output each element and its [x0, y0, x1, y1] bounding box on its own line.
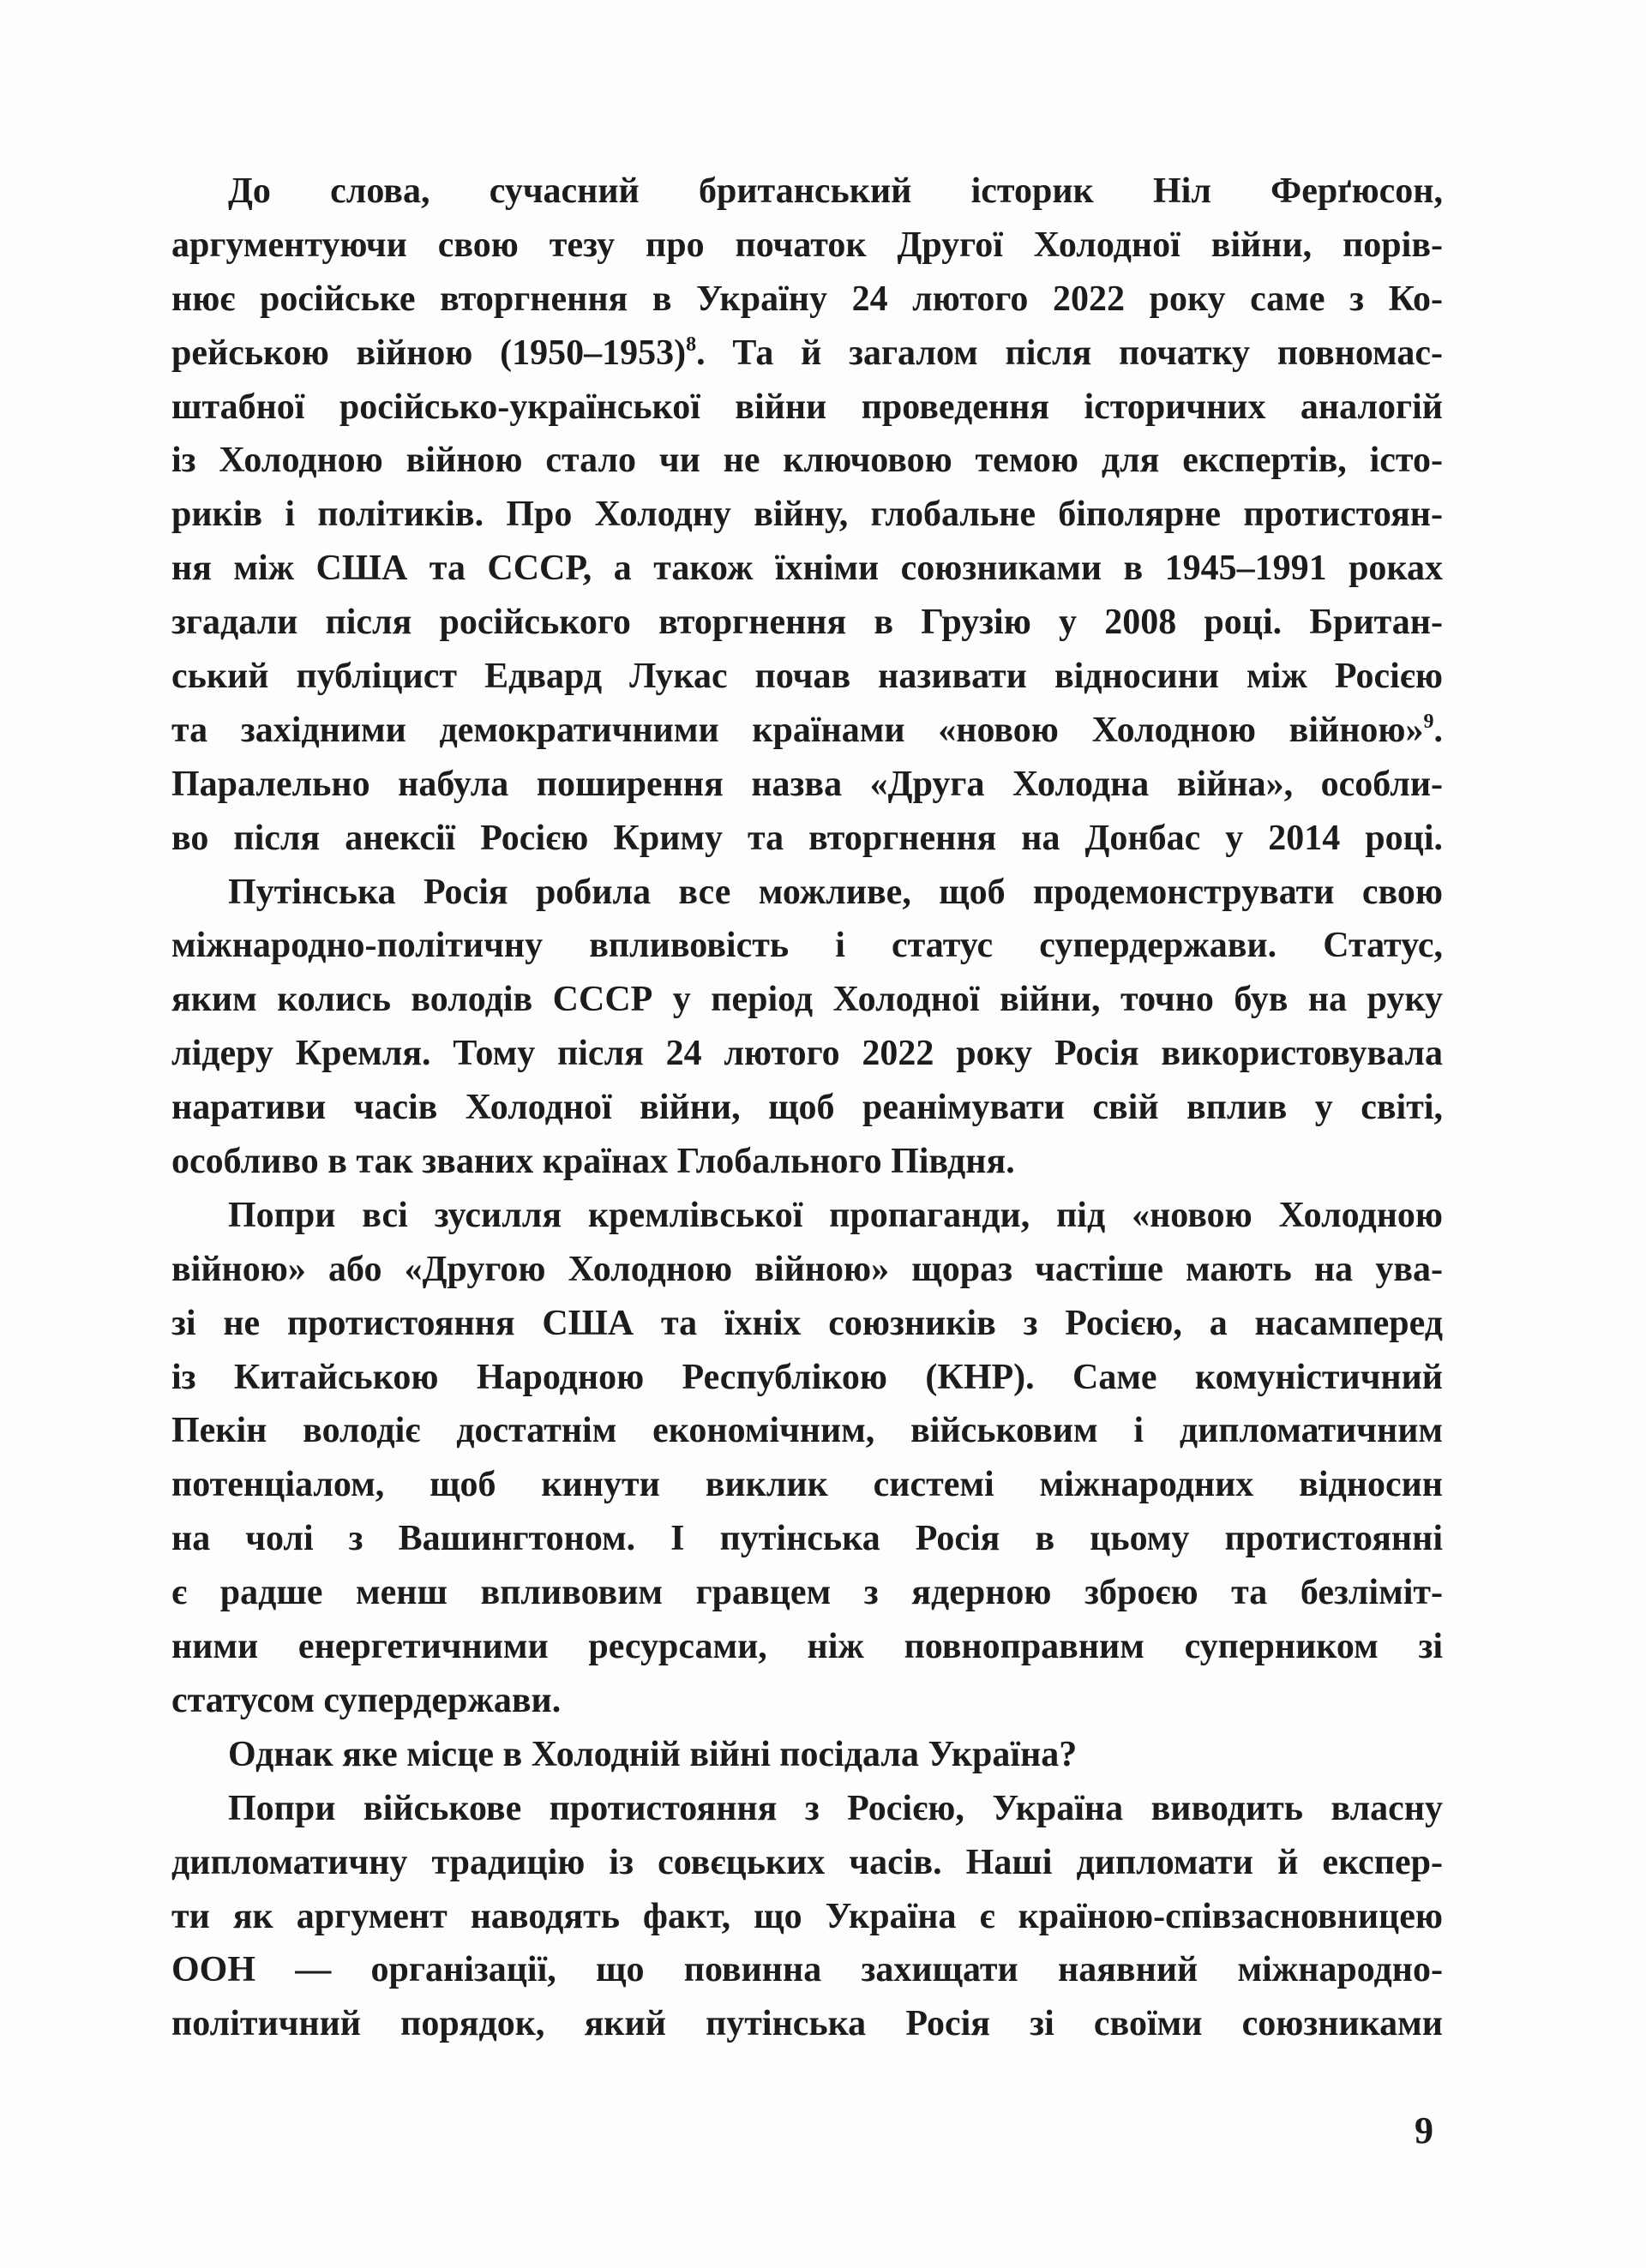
footnote-reference: 9	[1423, 710, 1434, 733]
text-line	[171, 273, 1443, 327]
text-line	[171, 327, 1443, 381]
text-line-content: та західними демократичними країнами «новою Холодною війною»	[171, 710, 1424, 750]
text-line	[171, 596, 1443, 650]
text-line-content: потенціалом, щоб кинути виклик системі міжнародних відносин	[171, 1465, 1443, 1505]
text-line	[171, 1836, 1443, 1890]
text-line	[171, 542, 1443, 596]
text-line-content: рейською війною (1950–1953)	[171, 333, 687, 373]
text-line	[171, 381, 1443, 435]
text-line	[171, 1890, 1443, 1944]
text-line-content: війною» або «Другою Холодною війною» щораз частіше мають на ува-	[171, 1249, 1443, 1289]
text-line	[171, 1620, 1443, 1674]
text-line-content: Попри всі зусилля кремлівської пропаганди, під «новою Холодною	[228, 1195, 1443, 1235]
text-line	[171, 973, 1443, 1027]
text-line	[171, 1782, 1443, 1836]
text-line-content: дипломатичну традицію із совєцьких часів. Наші дипломати й експер-	[171, 1842, 1443, 1882]
text-line-content: із Холодною війною стало чи не ключовою темою для експертів, істо-	[171, 441, 1443, 481]
text-line-content: риків і політиків. Про Холодну війну, глобальне біполярне протистоян-	[171, 495, 1443, 535]
text-line-content: во після анексії Росією Криму та вторгнення на Донбас у 2014 році.	[171, 818, 1443, 858]
text-line	[171, 1728, 1443, 1782]
text-line	[171, 1027, 1443, 1081]
text-line-content: із Китайською Народною Республікою (КНР). Саме комуністичний	[171, 1357, 1443, 1397]
footnote-reference: 8	[686, 333, 697, 356]
text-line-content: ня між США та СССР, а також їхніми союзниками в 1945–1991 роках	[171, 549, 1443, 589]
text-line-content: зі не протистояння США та їхніх союзників з Росією, а насамперед	[171, 1303, 1443, 1343]
text-line-content: ООН — організації, що повинна захищати наявний міжнародно-	[171, 1950, 1443, 1990]
text-line	[171, 488, 1443, 542]
text-line	[171, 1512, 1443, 1566]
text-line	[171, 1189, 1443, 1243]
text-line-content: міжнародно-політичну впливовість і статус супердержави. Статус,	[171, 926, 1443, 966]
text-line	[171, 165, 1443, 219]
text-line	[171, 1404, 1443, 1458]
text-line	[171, 1458, 1443, 1512]
text-line	[171, 1135, 1443, 1189]
text-line-content: ти як аргумент наводять факт, що Україна є країною-співзасновницею	[171, 1896, 1443, 1936]
text-line-content: . Та й загалом після початку повномас-	[696, 333, 1443, 373]
text-line-content: .	[1433, 710, 1443, 750]
text-line-content: політичний порядок, який путінська Росія зі своїми союзниками	[171, 2004, 1443, 2044]
text-line-content: Путінська Росія робила все можливе, щоб продемонструвати свою	[228, 872, 1443, 912]
text-line	[171, 1943, 1443, 1997]
text-line	[171, 1081, 1443, 1135]
text-line-content: Попри військове протистояння з Росією, Україна виводить власну	[228, 1788, 1443, 1828]
text-line-content: Пекін володіє достатнім економічним, військовим і дипломатичним	[171, 1411, 1443, 1451]
text-line-content: є радше менш впливовим гравцем з ядерною зброєю та безліміт-	[171, 1573, 1443, 1613]
text-line-content: на чолі з Вашингтоном. І путінська Росія в цьому протистоянні	[171, 1519, 1443, 1559]
text-line	[171, 704, 1443, 758]
text-line	[171, 758, 1443, 812]
text-line	[171, 866, 1443, 920]
page-number: 9	[1415, 2109, 1433, 2151]
text-line-content: яким колись володів СССР у період Холодної війни, точно був на руку	[171, 980, 1443, 1020]
text-line-content: ський публіцист Едвард Лукас почав називати відносини між Росією	[171, 657, 1443, 697]
text-line-content: особливо в так званих країнах Глобального Півдня.	[171, 1142, 1015, 1182]
text-line-content: аргументуючи свою тезу про початок Другої Холодної війни, порів-	[171, 225, 1443, 265]
text-line-content: До слова, сучасний британський історик Ніл Ферґюсон,	[228, 171, 1443, 211]
text-line-content: ними енергетичними ресурсами, ніж повноправним суперником зі	[171, 1627, 1443, 1667]
text-line	[171, 1674, 1443, 1728]
text-line-content: статусом супердержави.	[171, 1680, 562, 1720]
text-line	[171, 219, 1443, 273]
text-line	[171, 650, 1443, 704]
text-line	[171, 1243, 1443, 1297]
text-line	[171, 1297, 1443, 1351]
text-line-content: наративи часів Холодної війни, щоб реанімувати свій вплив у світі,	[171, 1088, 1443, 1128]
text-line-content: штабної російсько-української війни проведення історичних аналогій	[171, 387, 1443, 427]
text-line	[171, 1566, 1443, 1620]
text-line-content: згадали після російського вторгнення в Грузію у 2008 році. Британ-	[171, 603, 1443, 643]
body-text	[171, 165, 1443, 2051]
text-line-content: лідеру Кремля. Тому після 24 лютого 2022 року Росія використовувала	[171, 1034, 1443, 1074]
text-line	[171, 1997, 1443, 2051]
text-line	[171, 919, 1443, 973]
text-line	[171, 434, 1443, 488]
text-line	[171, 812, 1443, 866]
text-line-content: Паралельно набула поширення назва «Друга Холодна війна», особли-	[171, 764, 1443, 804]
text-line-content: Однак яке місце в Холодній війні посідала Україна?	[228, 1734, 1078, 1774]
text-line-content: нює російське вторгнення в Україну 24 лютого 2022 року саме з Ко-	[171, 279, 1443, 319]
text-line	[171, 1351, 1443, 1405]
